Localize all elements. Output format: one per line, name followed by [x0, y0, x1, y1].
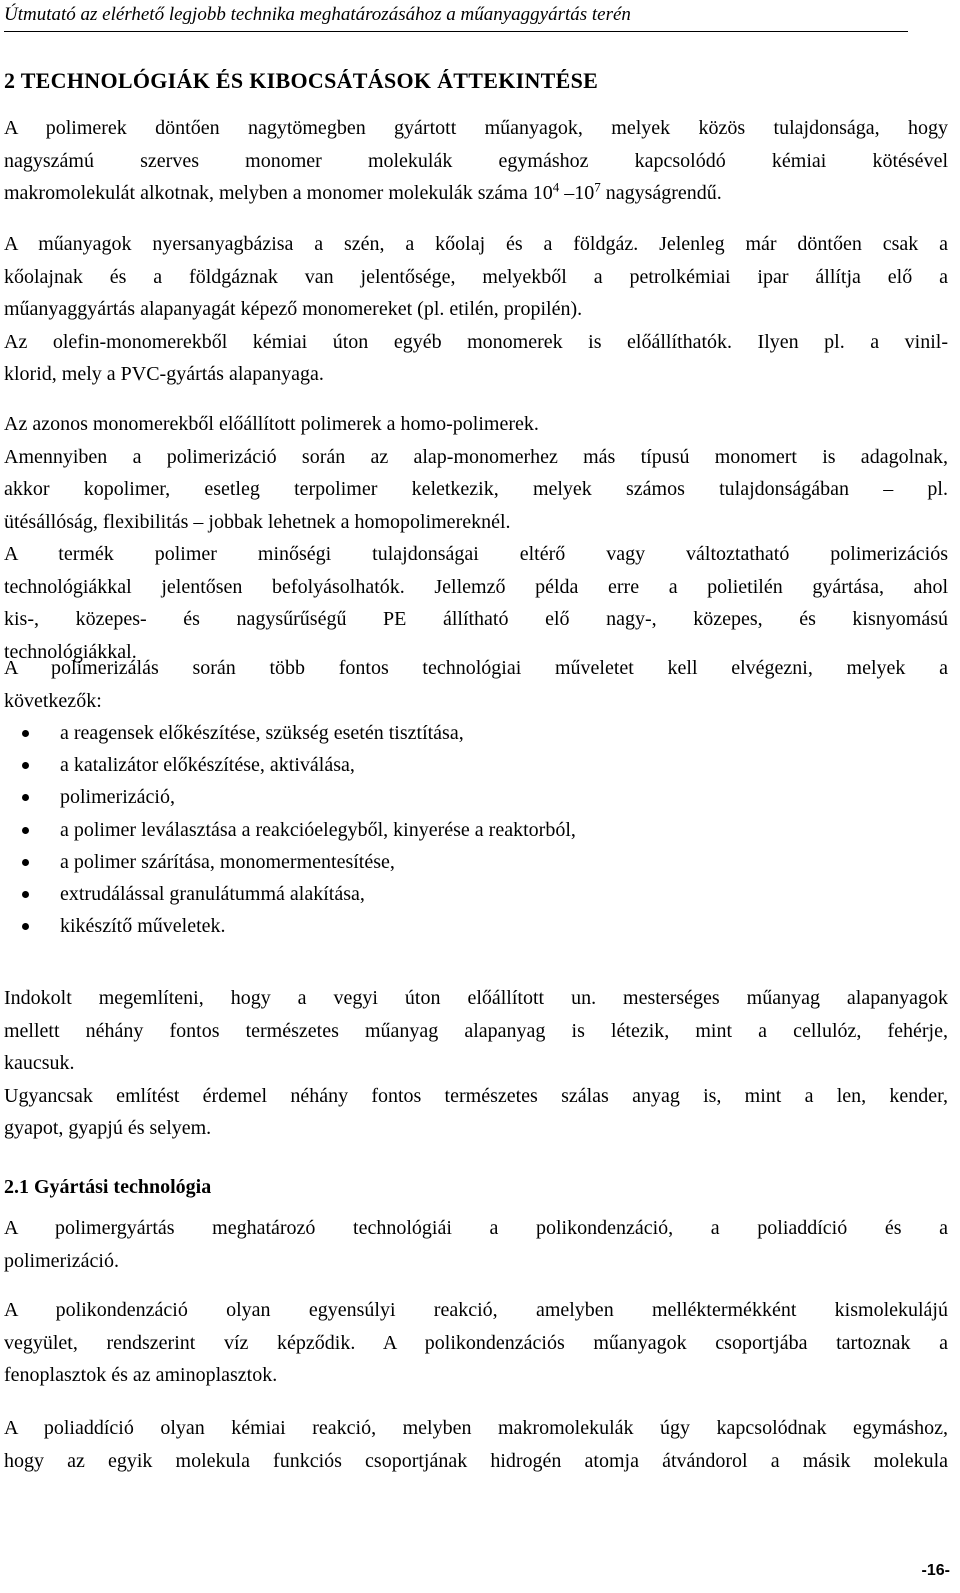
paragraph-operations	[4, 652, 948, 717]
text-line: Amennyiben a polimerizáció során az alap-monomerhez más típusú monomert is adagolnak,	[4, 445, 948, 468]
operations-list	[4, 717, 576, 942]
text-line: mellett néhány fontos természetes műanyag alapanyag is létezik, mint a cellulóz, fehérje,	[4, 1019, 948, 1042]
text-line: A polikondenzáció olyan egyensúlyi reakció, amelyben melléktermékként kismolekulájú	[4, 1299, 948, 1321]
text-line: klorid, mely a PVC-gyártás alapanyaga.	[4, 363, 324, 385]
list-item: polimerizáció,	[4, 781, 576, 813]
paragraph-technologies	[4, 1212, 948, 1277]
list-item: a katalizátor előkészítése, aktiválása,	[4, 749, 576, 781]
bullet-icon	[22, 827, 29, 834]
text-line: kaucsuk.	[4, 1052, 75, 1074]
list-item: a reagensek előkészítése, szükség esetén tisztítása,	[4, 717, 576, 749]
bullet-icon	[22, 923, 29, 930]
text-line: A poliaddíció olyan kémiai reakció, melyben makromolekulák úgy kapcsolódnak egymáshoz,	[4, 1417, 948, 1439]
text-line: vegyület, rendszerint víz képződik. A polikondenzációs műanyagok csoportjába tartoznak a	[4, 1331, 948, 1354]
running-header: Útmutató az elérhető legjobb technika meghatározásához a műanyaggyártás terén	[4, 4, 908, 32]
text-line: makromolekulát alkotnak, melyben a monomer molekulák száma $10^4$ $-10^7$ nagyságrendű.	[4, 179, 722, 204]
paragraph-polymers	[4, 112, 948, 210]
text-line: A termék polimer minőségi tulajdonságai eltérő vagy változtatható polimerizációs	[4, 543, 948, 565]
subsection-title: 2.1 Gyártási technológia	[4, 1176, 212, 1198]
list-item: a polimer leválasztása a reakcióelegyből, kinyerése a reaktorból,	[4, 814, 576, 846]
exponent: 4	[552, 179, 560, 195]
bullet-icon	[22, 730, 29, 737]
text-line: A polimergyártás meghatározó technológiái a polikondenzáció, a poliaddíció és a	[4, 1217, 948, 1239]
page-number: -16-	[921, 1562, 950, 1579]
bullet-icon	[22, 891, 29, 898]
text-line: Az azonos monomerekből előállított polimerek a homo-polimerek.	[4, 413, 539, 435]
bullet-icon	[22, 859, 29, 866]
paragraph-raw-materials	[4, 228, 948, 391]
list-item: extrudálással granulátummá alakítása,	[4, 878, 576, 910]
text-line: Az olefin-monomerekből kémiai úton egyéb monomerek is előállíthatók. Ilyen pl. a vinil-	[4, 330, 948, 353]
text-line: Indokolt megemlíteni, hogy a vegyi úton előállított un. mesterséges műanyag alapanyagok	[4, 987, 948, 1009]
paragraph-homopolymers	[4, 408, 948, 538]
list-item: kikészítő műveletek.	[4, 910, 576, 942]
bullet-icon	[22, 762, 29, 769]
text-line: gyapot, gyapjú és selyem.	[4, 1117, 212, 1139]
exponent: 7	[594, 179, 601, 195]
text-line: A műanyagok nyersanyagbázisa a szén, a kőolaj és a földgáz. Jelenleg már döntően csak a	[4, 233, 948, 255]
paragraph-polyaddition	[4, 1412, 948, 1477]
paragraph-natural-materials	[4, 982, 948, 1145]
text-line: kőolajnak és a földgáznak van jelentősége, melyekből a petrolkémiai ipar állítja elő a	[4, 265, 948, 288]
text-line: ütésállóság, flexibilitás – jobbak lehetnek a homopolimereknél.	[4, 510, 511, 533]
paragraph-quality	[4, 538, 948, 668]
list-item: a polimer szárítása, monomermentesítése,	[4, 846, 576, 878]
text-line: akkor kopolimer, esetleg terpolimer keletkezik, melyek számos tulajdonságában – pl.	[4, 478, 948, 500]
section-title: 2 TECHNOLÓGIÁK ÉS KIBOCSÁTÁSOK ÁTTEKINTÉSE	[4, 68, 599, 93]
text-line: technológiákkal.	[4, 640, 137, 663]
text-line: A polimerizálás során több fontos technológiai műveletet kell elvégezni, melyek a	[4, 657, 948, 679]
text-line: fenoplasztok és az aminoplasztok.	[4, 1364, 278, 1386]
paragraph-polycondensation	[4, 1294, 948, 1392]
text-line: technológiákkal jelentősen befolyásolhatók. Jellemző példa erre a polietilén gyártása, ahol	[4, 575, 948, 598]
text-line: hogy az egyik molekula funkciós csoportjának hidrogén atomja átvándorol a másik molekula	[4, 1449, 948, 1472]
text-line: polimerizáció.	[4, 1249, 119, 1272]
text-line: Ugyancsak említést érdemel néhány fontos természetes szálas anyag is, mint a len, kender,	[4, 1084, 948, 1107]
text-line: nagyszámú szerves monomer molekulák egymáshoz kapcsolódó kémiai kötésével	[4, 149, 948, 172]
text-line: kis-, közepes- és nagysűrűségű PE állítható elő nagy-, közepes, és kisnyomású	[4, 608, 948, 630]
text-line: műanyaggyártás alapanyagát képező monomereket (pl. etilén, propilén).	[4, 298, 583, 320]
text-line: következők:	[4, 689, 102, 712]
text-line: A polimerek döntően nagytömegben gyártott műanyagok, melyek közös tulajdonsága, hogy	[4, 117, 948, 139]
bullet-icon	[22, 794, 29, 801]
